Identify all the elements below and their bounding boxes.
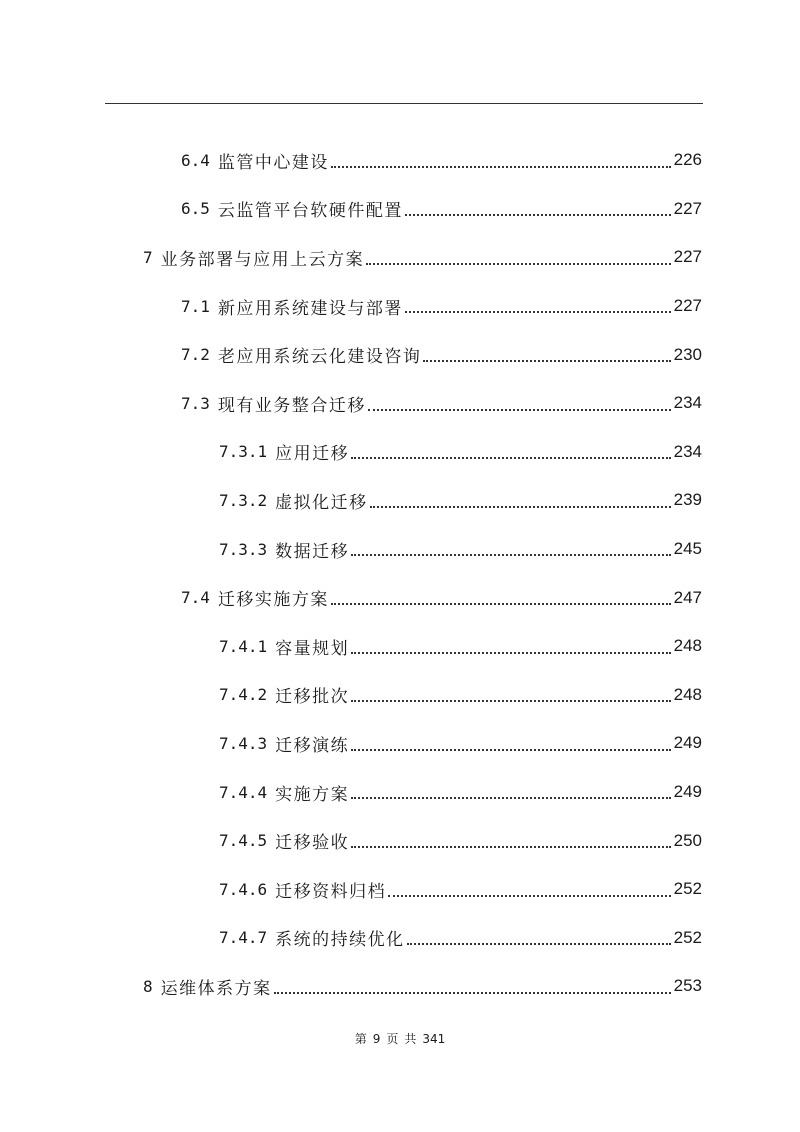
toc-entry-page: 245	[673, 539, 702, 559]
toc-entry[interactable]	[0, 330, 800, 379]
table-of-contents	[0, 136, 800, 1011]
footer-current-page: 9	[372, 1032, 381, 1046]
toc-dot-leader	[351, 748, 670, 751]
toc-entry-page: 252	[673, 927, 702, 947]
toc-entry-number: 7.3.3	[219, 539, 268, 559]
toc-dot-leader	[351, 699, 670, 702]
toc-entry[interactable]	[0, 233, 800, 282]
footer-total-pages: 341	[422, 1032, 446, 1046]
toc-dot-leader	[405, 310, 671, 313]
toc-entry-number: 7.4	[181, 588, 210, 608]
toc-entry-number: 7.3.1	[219, 442, 268, 462]
toc-entry-title: 数据迁移	[275, 541, 350, 562]
toc-entry-number: 8	[143, 976, 153, 996]
toc-entry-number: 6.5	[181, 199, 210, 219]
toc-entry-page: 234	[673, 393, 702, 413]
toc-entry[interactable]	[0, 816, 800, 865]
toc-dot-leader	[351, 456, 670, 459]
toc-entry-number: 7.2	[181, 345, 210, 365]
page-footer	[0, 1030, 800, 1047]
footer-page-word: 页	[386, 1032, 399, 1046]
toc-entry-page: 227	[673, 247, 702, 267]
toc-entry[interactable]	[0, 573, 800, 622]
toc-entry-number: 7	[143, 247, 153, 267]
toc-entry-title: 应用迁移	[275, 444, 350, 465]
toc-entry-page: 226	[673, 150, 702, 170]
toc-dot-leader	[351, 651, 670, 654]
toc-dot-leader	[351, 845, 670, 848]
toc-entry-page: 234	[673, 441, 702, 461]
toc-entry-number: 7.4.4	[219, 782, 268, 802]
toc-dot-leader	[331, 602, 671, 605]
toc-entry[interactable]	[0, 525, 800, 574]
toc-entry-page: 248	[673, 684, 702, 704]
toc-entry-page: 227	[673, 198, 702, 218]
toc-entry[interactable]	[0, 768, 800, 817]
toc-entry-title: 新应用系统建设与部署	[217, 298, 403, 319]
toc-entry[interactable]	[0, 962, 800, 1011]
toc-dot-leader	[368, 408, 671, 411]
toc-entry-number: 7.4.2	[219, 685, 268, 705]
toc-entry-number: 7.1	[181, 296, 210, 316]
toc-entry[interactable]	[0, 622, 800, 671]
toc-dot-leader	[351, 553, 670, 556]
toc-entry-title: 迁移实施方案	[217, 590, 329, 611]
toc-entry-title: 迁移资料归档	[275, 881, 387, 902]
footer-prefix: 第	[354, 1032, 367, 1046]
toc-dot-leader	[370, 505, 671, 508]
toc-dot-leader	[366, 262, 670, 265]
toc-entry-title: 迁移批次	[275, 687, 350, 708]
toc-entry[interactable]	[0, 719, 800, 768]
toc-entry[interactable]	[0, 185, 800, 234]
toc-entry-title: 实施方案	[275, 784, 350, 805]
toc-entry-page: 253	[673, 976, 702, 996]
toc-entry-number: 7.4.3	[219, 733, 268, 753]
toc-entry-number: 6.4	[181, 150, 210, 170]
toc-entry-page: 230	[673, 344, 702, 364]
toc-entry[interactable]	[0, 865, 800, 914]
toc-entry-title: 迁移验收	[275, 833, 350, 854]
toc-entry-title: 监管中心建设	[217, 152, 329, 173]
toc-entry[interactable]	[0, 914, 800, 963]
toc-entry-number: 7.4.1	[219, 636, 268, 656]
toc-entry-number: 7.3.2	[219, 490, 268, 510]
toc-entry-page: 249	[673, 782, 702, 802]
toc-entry-number: 7.4.5	[219, 831, 268, 851]
toc-dot-leader	[388, 894, 670, 897]
toc-entry-page: 239	[673, 490, 702, 510]
toc-dot-leader	[407, 942, 671, 945]
toc-entry-page: 250	[673, 830, 702, 850]
toc-entry-title: 系统的持续优化	[275, 930, 405, 951]
toc-dot-leader	[405, 213, 671, 216]
toc-entry-title: 现有业务整合迁移	[217, 395, 366, 416]
toc-entry[interactable]	[0, 282, 800, 331]
toc-entry[interactable]	[0, 136, 800, 185]
toc-entry-title: 虚拟化迁移	[275, 492, 368, 513]
toc-entry[interactable]	[0, 379, 800, 428]
toc-entry-page: 248	[673, 636, 702, 656]
toc-entry-number: 7.4.6	[219, 879, 268, 899]
toc-entry-title: 云监管平台软硬件配置	[217, 201, 403, 222]
toc-entry-number: 7.3	[181, 393, 210, 413]
toc-entry-number: 7.4.7	[219, 928, 268, 948]
footer-total-word: 共	[404, 1032, 417, 1046]
toc-dot-leader	[351, 796, 670, 799]
header-rule	[105, 103, 703, 104]
toc-entry-title: 迁移演练	[275, 735, 350, 756]
toc-entry-title: 容量规划	[275, 638, 350, 659]
toc-entry-page: 227	[673, 296, 702, 316]
toc-entry-title: 运维体系方案	[160, 978, 272, 999]
toc-entry[interactable]	[0, 671, 800, 720]
toc-dot-leader	[423, 359, 670, 362]
toc-entry-page: 247	[673, 587, 702, 607]
toc-entry-title: 老应用系统云化建设咨询	[217, 347, 422, 368]
toc-entry-title: 业务部署与应用上云方案	[160, 249, 365, 270]
toc-entry[interactable]	[0, 428, 800, 477]
toc-dot-leader	[331, 165, 671, 168]
toc-entry-page: 252	[673, 879, 702, 899]
toc-entry-page: 249	[673, 733, 702, 753]
toc-entry[interactable]	[0, 476, 800, 525]
toc-dot-leader	[274, 991, 671, 994]
